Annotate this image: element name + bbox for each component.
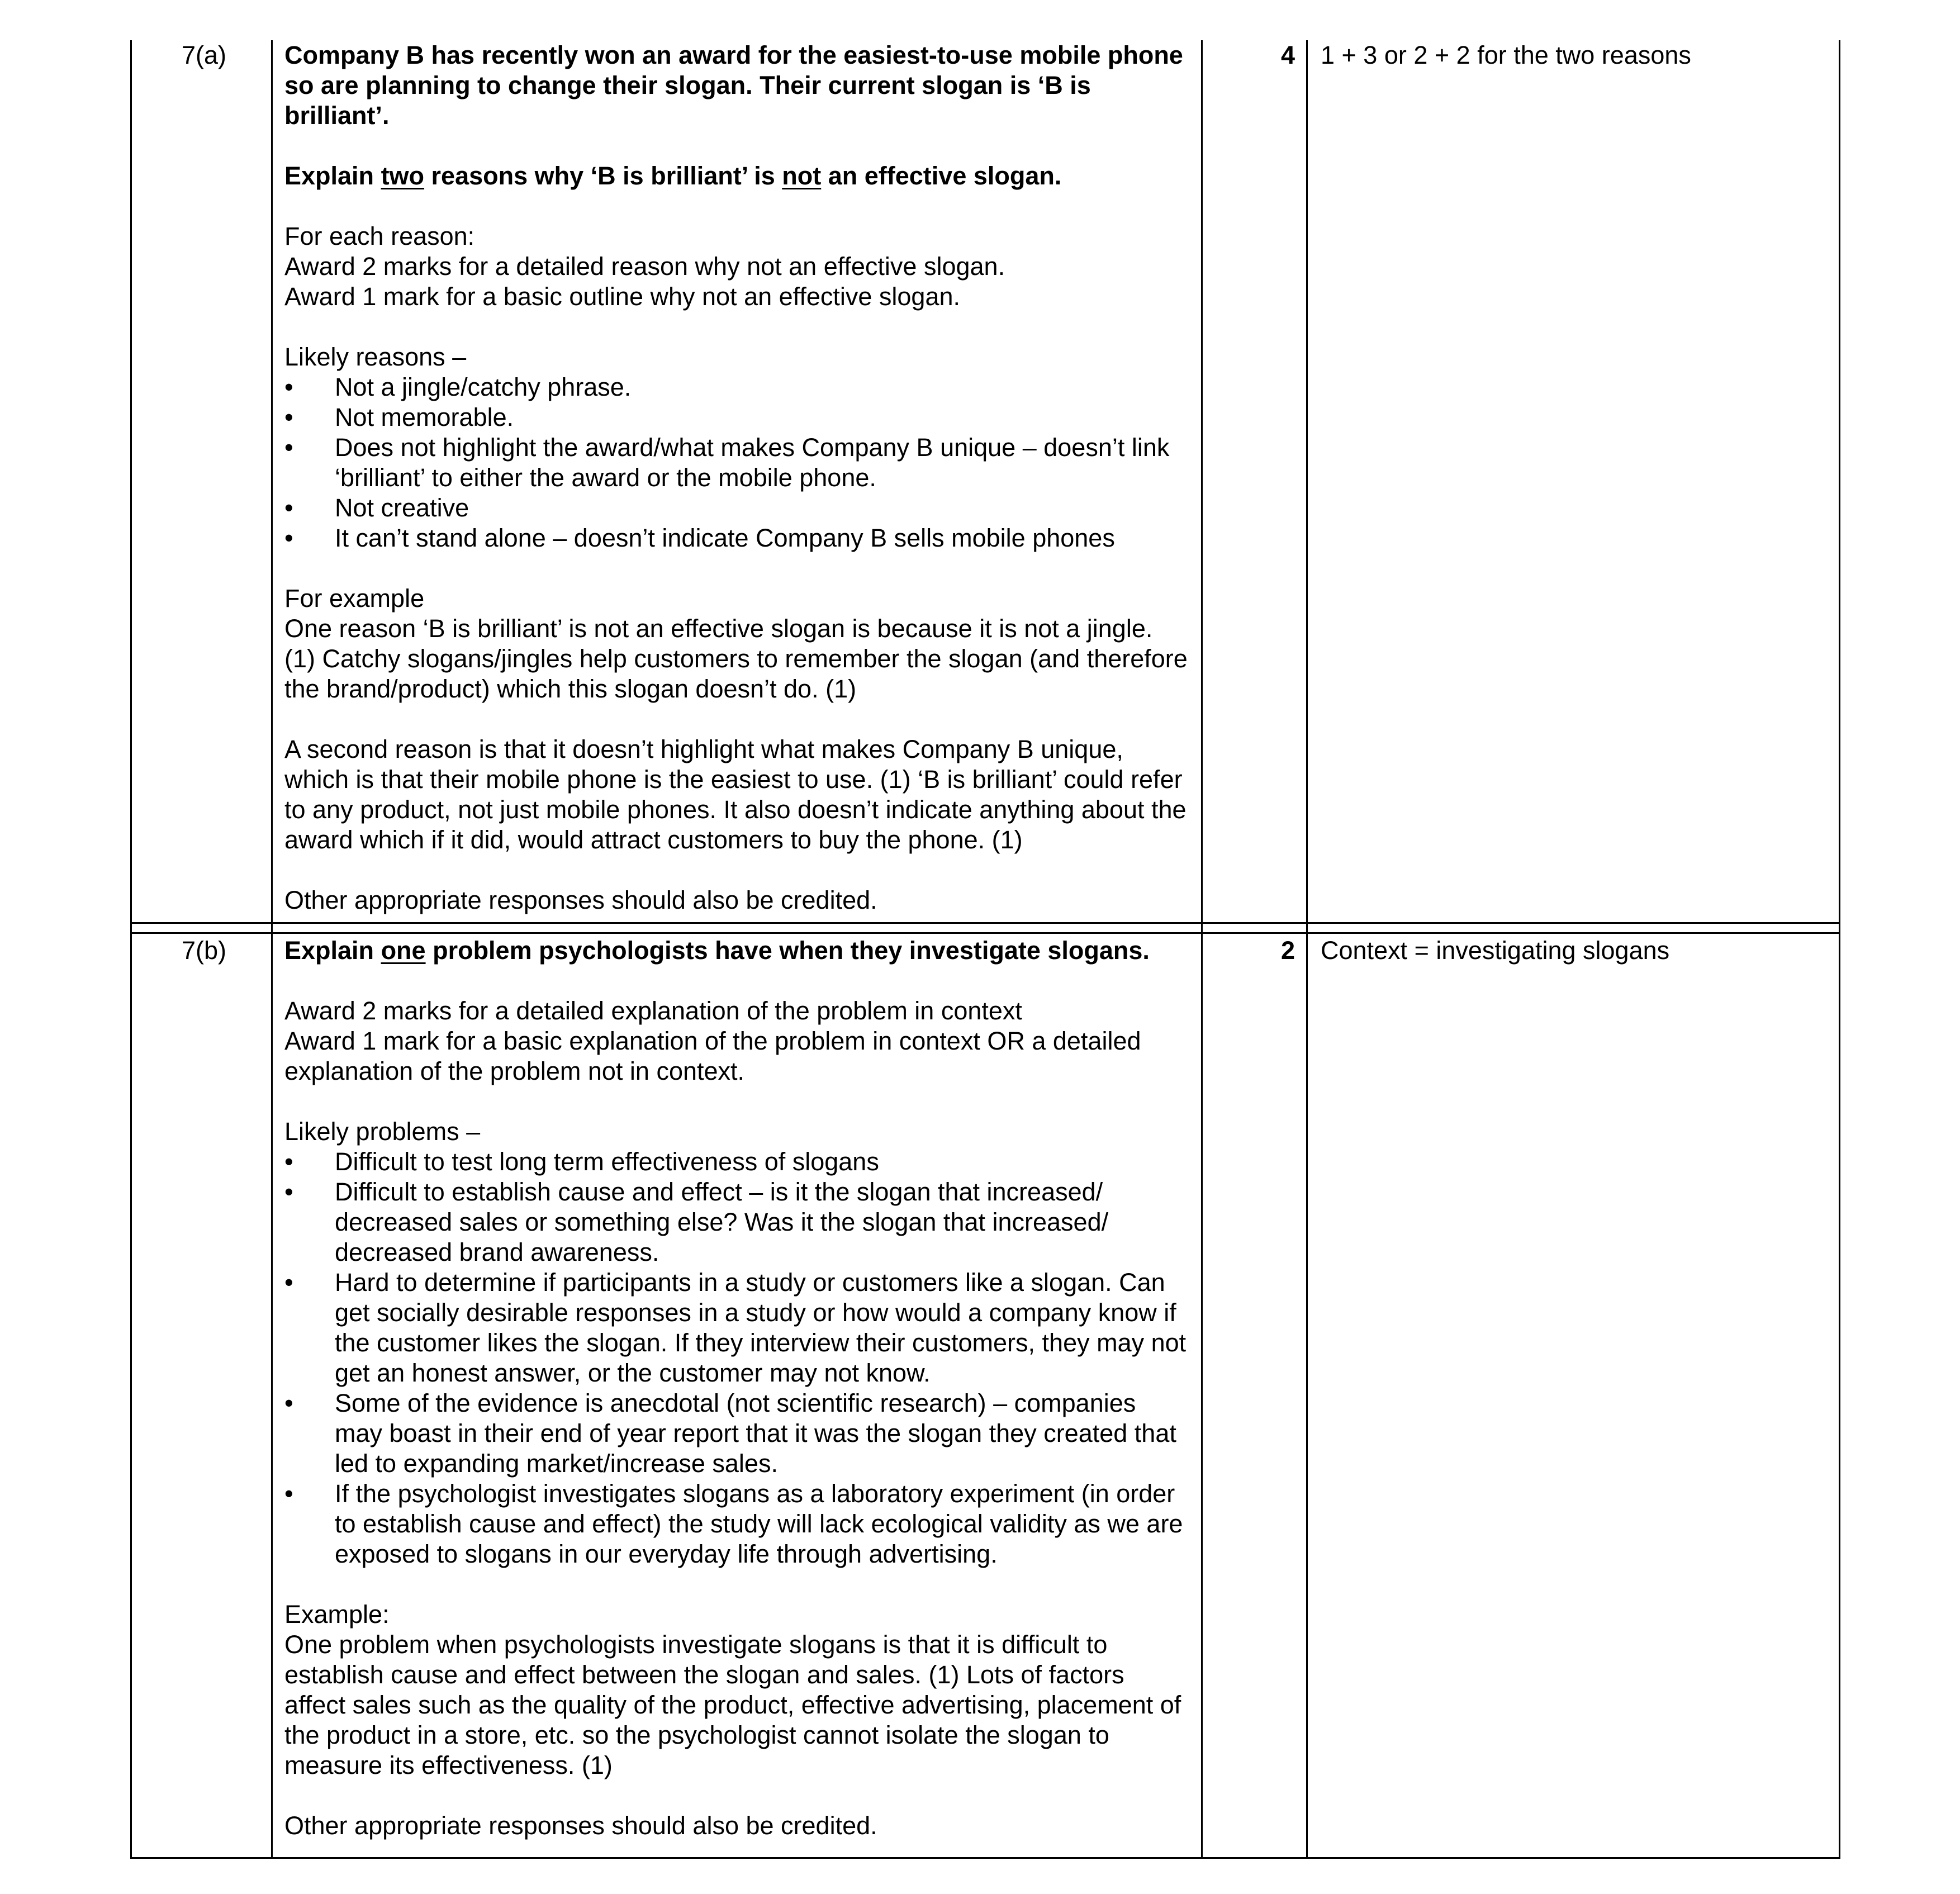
question-number: 7(a) <box>181 41 226 69</box>
list-item: • Hard to determine if participants in a study or customers like a slogan. Can get socially desirable responses in a study or how would a company know if the customer likes the slogan. If they interview their customers, they may not get an honest answer, or the customer may not know. <box>284 1268 1190 1388</box>
list-item: • If the psychologist investigates slogans as a laboratory experiment (in order to establish cause and effect) the study will lack ecological validity as we are exposed to slogans in our everyday life through advertising. <box>284 1479 1190 1569</box>
guidance-text: Context = investigating slogans <box>1321 936 1670 965</box>
question-task: Explain two reasons why ‘B is brilliant’ is not an effective slogan. <box>284 162 1062 190</box>
award-line: Award 1 mark for a basic outline why not an effective slogan. <box>284 282 961 311</box>
question-stem: Company B has recently won an award for the easiest-to-use mobile phone so are planning to change their slogan. Their current slogan is ‘B is brilliant’. <box>284 41 1183 130</box>
list-item: • Difficult to establish cause and effect – is it the slogan that increased/ decreased sales or something else? Was it the slogan that increased/ decreased brand awareness. <box>284 1177 1190 1268</box>
list-item: • It can’t stand alone – doesn’t indicate Company B sells mobile phones <box>284 523 1190 553</box>
list-item: • Some of the evidence is anecdotal (not scientific research) – companies may boast in their end of year report that it was the slogan they created that led to expanding market/increase sales. <box>284 1388 1190 1479</box>
question-number: 7(b) <box>181 936 226 965</box>
row-separator-bottom <box>130 932 1840 934</box>
award-line: Award 1 mark for a basic explanation of the problem in context OR a detailed explanation of the problem not in context. <box>284 1027 1141 1085</box>
example-paragraph: One reason ‘B is brilliant’ is not an effective slogan is because it is not a jingle. (1) Catchy slogans/jingles help customers to remember the slogan (and therefore the brand/product) which this slogan doesn’t do. (1) <box>284 614 1188 703</box>
example-paragraph: A second reason is that it doesn’t highlight what makes Company B unique, which is that their mobile phone is the easiest to use. (1) ‘B is brilliant’ could refer to any product, not just mobile phones. It also doesn’t indicate anything about the award which if it did, would attract customers to buy the phone. (1) <box>284 735 1187 854</box>
marks-value: 4 <box>1280 41 1295 69</box>
question-task: Explain one problem psychologists have when they investigate slogans. <box>284 936 1150 965</box>
list-item: • Not a jingle/catchy phrase. <box>284 372 1190 402</box>
example-heading: For example <box>284 584 425 613</box>
marks-value: 2 <box>1280 936 1295 965</box>
award-intro: For each reason: <box>284 222 475 250</box>
row-separator-top <box>130 922 1840 924</box>
award-line: Award 2 marks for a detailed reason why not an effective slogan. <box>284 252 1005 281</box>
example-paragraph: One problem when psychologists investigate slogans is that it is difficult to establish cause and effect between the slogan and sales. (1) Lots of factors affect sales such as the quality of the product, effective advertising, placement of the product in a store, etc. so the psychologist cannot isolate the slogan to measure its effectiveness. (1) <box>284 1630 1181 1779</box>
list-item: • Does not highlight the award/what makes Company B unique – doesn’t link ‘brilliant’ to either the award or the mobile phone. <box>284 433 1190 493</box>
answer-cell <box>271 936 1201 1859</box>
likely-heading: Likely problems – <box>284 1117 481 1146</box>
award-line: Award 2 marks for a detailed explanation of the problem in context <box>284 996 1022 1025</box>
list-item: • Not creative <box>284 493 1190 523</box>
table-row-7a <box>130 40 1840 922</box>
likely-list <box>284 1147 1190 1569</box>
list-item: • Difficult to test long term effectiveness of slogans <box>284 1147 1190 1177</box>
answer-cell <box>271 40 1201 922</box>
guidance-cell <box>1306 936 1840 1859</box>
likely-heading: Likely reasons – <box>284 343 467 371</box>
guidance-cell <box>1306 40 1840 922</box>
other-responses-note: Other appropriate responses should also be credited. <box>284 886 877 914</box>
list-item: • Not memorable. <box>284 402 1190 433</box>
question-cell <box>130 40 271 922</box>
question-cell <box>130 936 271 1859</box>
other-responses-note: Other appropriate responses should also be credited. <box>284 1811 877 1840</box>
marks-cell <box>1201 40 1306 922</box>
marks-cell <box>1201 936 1306 1859</box>
example-heading: Example: <box>284 1600 390 1629</box>
likely-list <box>284 372 1190 553</box>
table-row-7b <box>130 936 1840 1859</box>
guidance-text: 1 + 3 or 2 + 2 for the two reasons <box>1321 41 1691 69</box>
